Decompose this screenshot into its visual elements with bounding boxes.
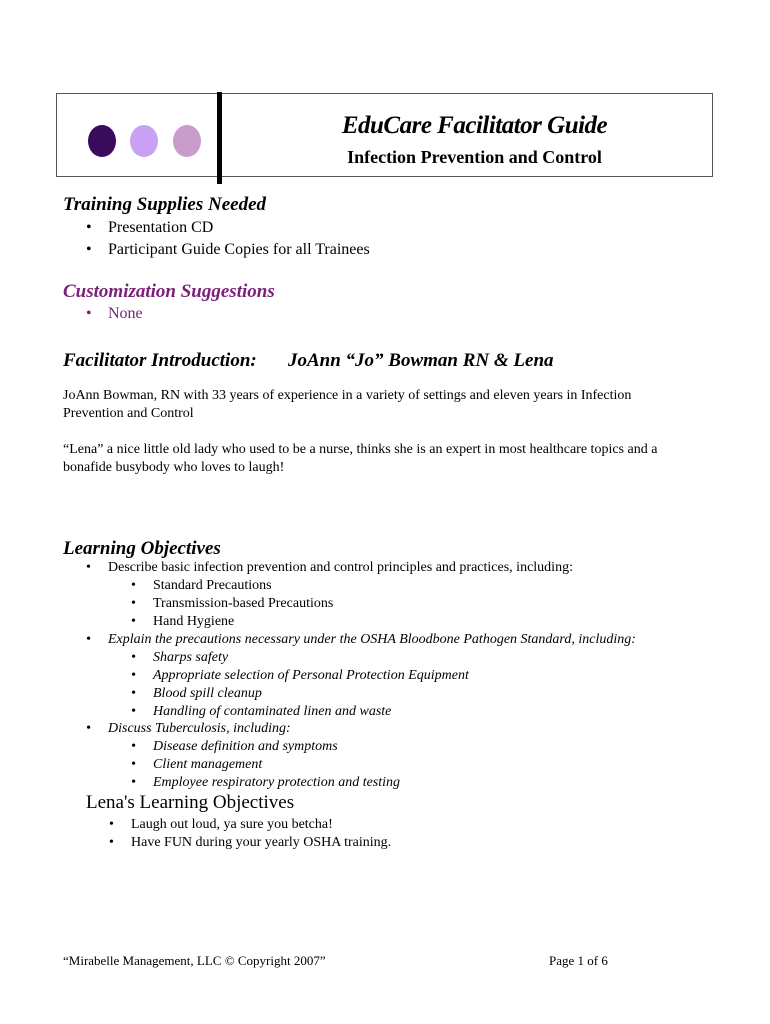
lavender-circle-icon (130, 125, 158, 157)
header-box (56, 93, 713, 177)
mauve-circle-icon (173, 125, 201, 157)
customization-heading: Customization Suggestions (63, 281, 275, 302)
training-supplies-heading: Training Supplies Needed (63, 194, 267, 215)
guide-subtitle: Infection Prevention and Control (347, 147, 602, 167)
joann-bio: JoAnn Bowman, RN with 33 years of experience in a variety of settings and eleven years in Infection Prevention and Control (63, 388, 632, 421)
learning-objectives-heading: Learning Objectives (63, 538, 221, 559)
footer-copyright: “Mirabelle Management, LLC © Copyright 2007” (63, 953, 326, 968)
footer-page-number: Page 1 of 6 (549, 953, 608, 968)
dark-purple-circle-icon (88, 125, 116, 157)
lena-objectives-heading: Lena's Learning Objectives (86, 792, 295, 813)
lena-bio: “Lena” a nice little old lady who used to be a nurse, thinks she is an expert in most healthcare topics and a bonafide busybody who loves to laugh! (63, 442, 658, 475)
facilitator-names: JoAnn “Jo” Bowman RN & Lena (288, 350, 554, 371)
header-divider (217, 92, 222, 184)
guide-title: EduCare Facilitator Guide (341, 112, 608, 139)
facilitator-heading: Facilitator Introduction: (63, 350, 257, 371)
